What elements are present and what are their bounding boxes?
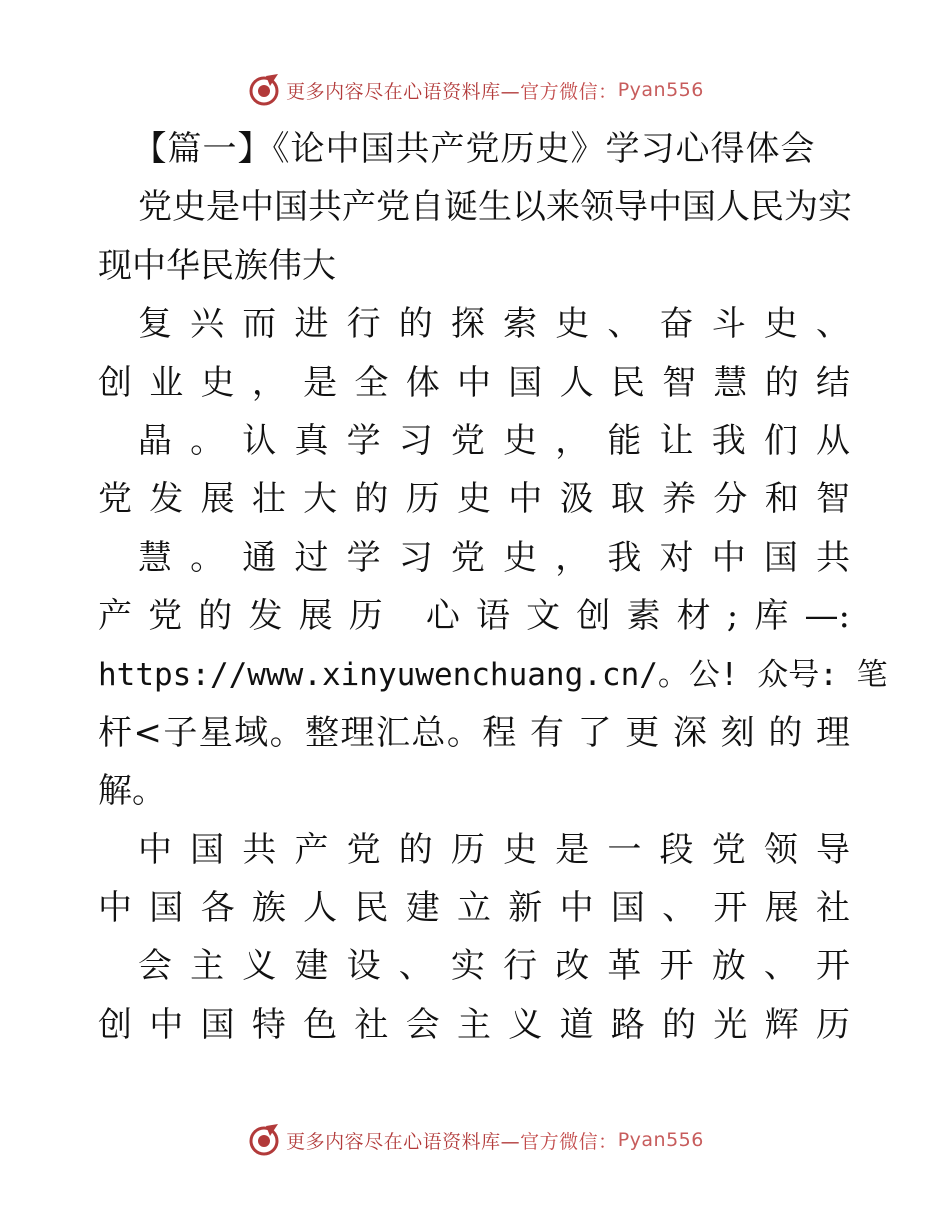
banner-handle: Pyan556 [617, 1129, 704, 1151]
paragraph-line: 杆<子星域。整理汇总。程 有 了 更 深 刻 的 理 [98, 712, 850, 753]
paragraph-line: 创业史，是全体中国人民智慧的结 [98, 362, 850, 403]
paragraph-line: 会主义建设、实行改革开放、开 [138, 946, 850, 987]
quill-seal-icon [246, 1122, 282, 1158]
quill-seal-icon [246, 72, 282, 108]
banner-text: 更多内容尽在心语资料库— [286, 1130, 521, 1153]
paragraph-line: 复兴而进行的探索史、奋斗史、 [138, 304, 850, 345]
paragraph-line: 晶。认真学习党史，能让我们从 [138, 420, 850, 461]
paragraph-line: 党发展壮大的历史中汲取养分和智 [98, 479, 850, 520]
paragraph-line: 党史是中国共产党自诞生以来领导中国人民为实 [138, 187, 852, 228]
banner-handle: Pyan556 [617, 79, 704, 101]
paragraph-line: 中国各族人民建立新中国、开展社 [98, 888, 850, 929]
banner-text: 更多内容尽在心语资料库— [286, 80, 521, 103]
paragraph-line: 中国共产党的历史是一段党领导 [138, 829, 850, 870]
banner-wechat-label: 官方微信： [520, 80, 618, 103]
document-title: 【篇一】《论中国共产党历史》学习心得体会 [132, 129, 816, 169]
banner-wechat-label: 官方微信： [520, 1130, 618, 1153]
paragraph-line: 慧。通过学习党史，我对中国共 [138, 537, 850, 578]
document-body [98, 120, 888, 1054]
footer-banner [0, 1120, 950, 1160]
paragraph-line: 现中华民族伟大 [98, 245, 336, 286]
header-banner [0, 70, 950, 110]
paragraph-line: 产党的发展历 心语文创素材;库—: [98, 596, 850, 637]
paragraph-line: 创中国特色社会主义道路的光辉历 [98, 1004, 850, 1045]
paragraph-line: 解。 [98, 771, 166, 812]
paragraph-line: https://www.xinyuwenchuang.cn/。公! 众号: 笔 [98, 656, 888, 693]
